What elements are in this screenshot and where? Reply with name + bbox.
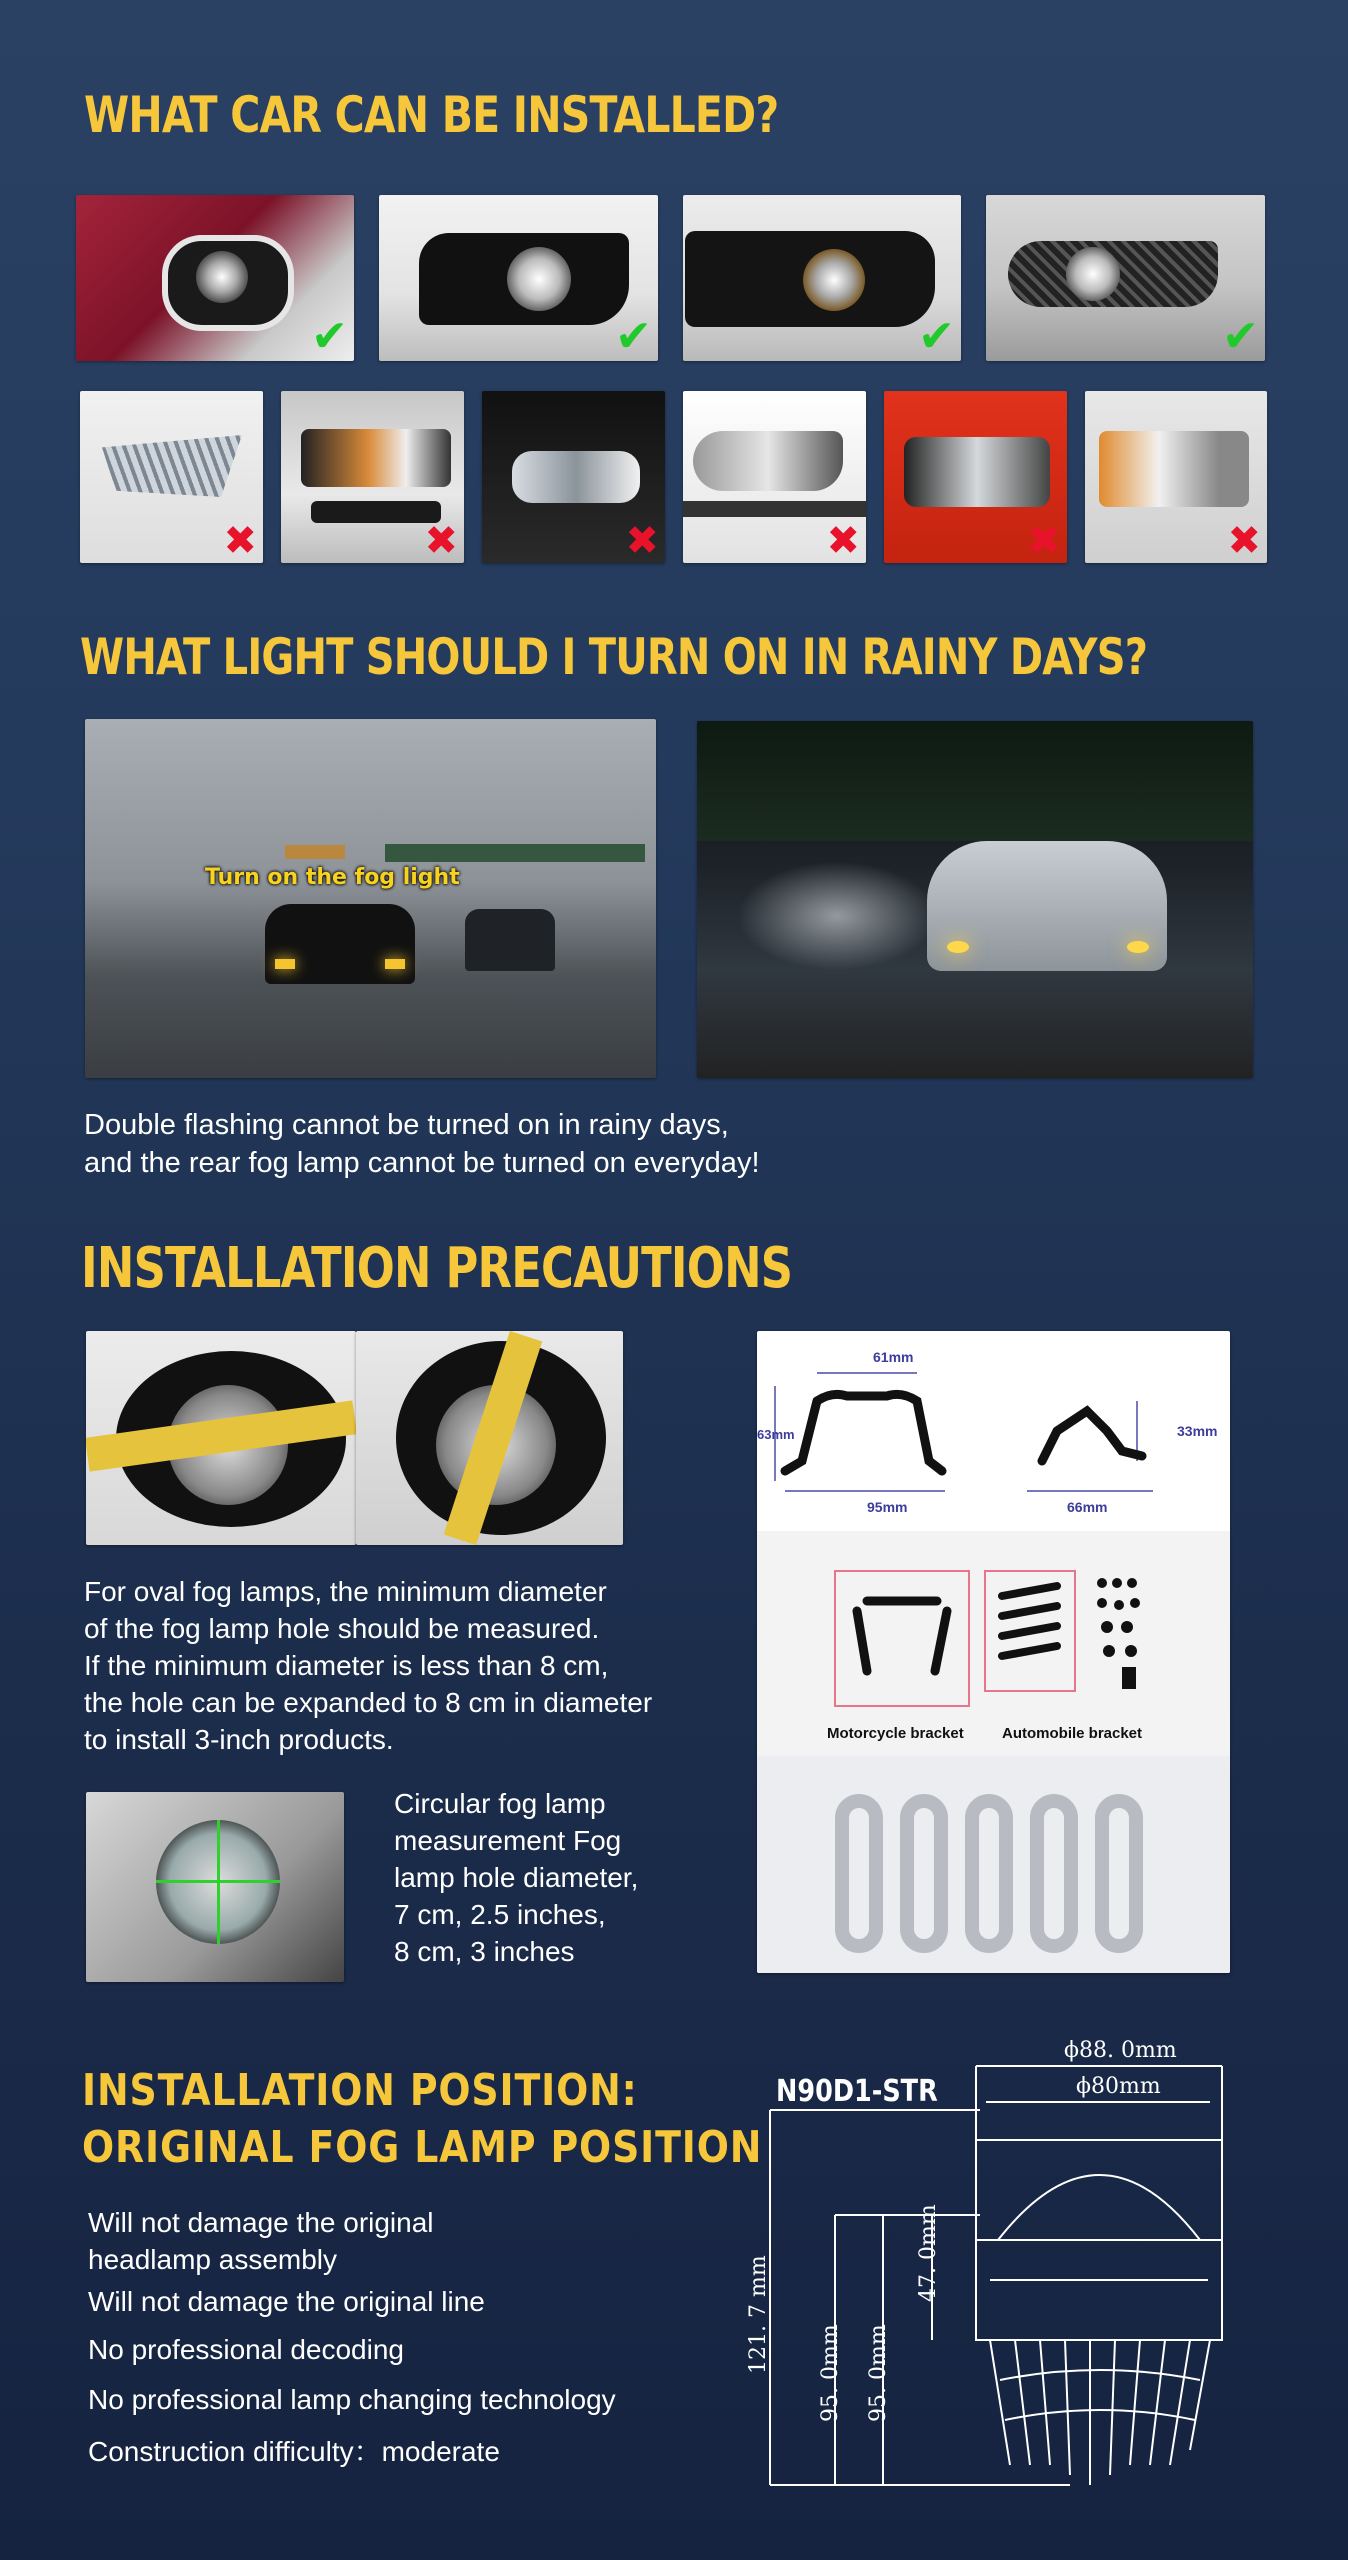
oval-lamp-instructions-line: If the minimum diameter is less than 8 cm, (84, 1649, 609, 1681)
incompatible-car-photo-3 (482, 391, 665, 563)
dim-label-95: 95mm (867, 1499, 908, 1515)
installation-position-line-1: INSTALLATION POSITION: (82, 2065, 638, 2116)
circular-lamp-instructions-line: measurement Fog (394, 1824, 622, 1856)
fog-light-caption: Turn on the fog light (205, 865, 460, 890)
automobile-bracket-label: Automobile bracket (1002, 1725, 1143, 1742)
incompatible-car-photo-4 (683, 391, 866, 563)
section-title-compatibility: WHAT CAR CAN BE INSTALLED? (84, 86, 779, 144)
section-title-installation-position (82, 2062, 762, 2176)
circular-lamp-instructions-line: Circular fog lamp (394, 1788, 606, 1819)
circular-lamp-instructions-line: lamp hole diameter, (394, 1861, 639, 1893)
oval-lamp-measure-photo-1 (86, 1331, 356, 1545)
rainy-car-photo (697, 721, 1253, 1078)
dim-height-b: 95. 0mm (866, 2324, 891, 2422)
cross-icon: ✖ (424, 518, 458, 563)
installation-benefits (88, 2204, 616, 2479)
rainy-days-note-line-1: Double flashing cannot be turned on in rainy days, (84, 1109, 729, 1141)
rainy-days-note-line-2: and the rear fog lamp cannot be turned on everyday! (84, 1147, 760, 1180)
motorcycle-bracket-label: Motorcycle bracket (827, 1725, 964, 1742)
rainy-highway-photo (85, 719, 656, 1078)
circular-lamp-instructions-line: 8 cm, 3 inches (394, 1935, 575, 1967)
incompatible-car-photo-2 (281, 391, 464, 563)
benefit-line: Will not damage the original line (88, 2286, 485, 2317)
benefit-line: headlamp assembly (88, 2244, 338, 2275)
cross-icon: ✖ (1227, 518, 1261, 563)
check-icon: ✔ (1222, 311, 1259, 361)
oval-lamp-instructions-line: For oval fog lamps, the minimum diameter (84, 1576, 607, 1607)
dim-label-63: 63mm (757, 1427, 795, 1442)
cross-icon: ✖ (625, 518, 659, 563)
cross-icon: ✖ (223, 518, 257, 563)
compatible-car-photo-1 (76, 195, 354, 361)
benefit-line: Construction difficulty：moderate (88, 2436, 500, 2467)
dim-outer-diameter: ϕ88. 0mm (1064, 2038, 1177, 2063)
circular-lamp-instructions-line: 7 cm, 2.5 inches, (394, 1898, 606, 1930)
circular-lamp-instructions (394, 1786, 638, 1971)
installation-position-line-2: ORIGINAL FOG LAMP POSITION (82, 2122, 763, 2173)
compatible-car-photo-3 (683, 195, 961, 361)
oval-lamp-instructions-line: to install 3-inch products. (84, 1723, 394, 1755)
circular-lamp-measure-photo (86, 1792, 344, 1982)
dim-total-height: 121. 7 mm (746, 2255, 771, 2374)
incompatible-car-photo-6 (1085, 391, 1267, 563)
cross-icon: ✖ (826, 518, 860, 563)
benefit-line: No professional decoding (88, 2334, 404, 2365)
bracket-product-panel (757, 1331, 1230, 1973)
oval-lamp-instructions (84, 1574, 652, 1759)
incompatible-car-photo-5 (884, 391, 1067, 563)
dim-height-a: 95. 0mm (818, 2324, 843, 2422)
section-title-precautions: INSTALLATION PRECAUTIONS (81, 1236, 793, 1301)
check-icon: ✔ (918, 311, 955, 361)
rainy-days-note (84, 1106, 760, 1183)
compatible-car-photo-2 (379, 195, 658, 361)
dim-label-33: 33mm (1177, 1423, 1218, 1439)
incompatible-car-photo-1 (80, 391, 263, 563)
dim-height-c: 47. 0mm (916, 2204, 941, 2302)
compatible-car-photo-4 (986, 195, 1265, 361)
oval-lamp-measure-photo-2 (356, 1331, 623, 1545)
lamp-technical-drawing (740, 2030, 1240, 2490)
check-icon: ✔ (311, 311, 348, 361)
oval-lamp-instructions-line: the hole can be expanded to 8 cm in diameter (84, 1686, 653, 1718)
cross-icon: ✖ (1027, 518, 1061, 563)
benefit-line: Will not damage the original (88, 2207, 434, 2238)
benefit-line: No professional lamp changing technology (88, 2384, 616, 2415)
oval-lamp-instructions-line: of the fog lamp hole should be measured. (84, 1612, 600, 1644)
bracket-diagram (757, 1331, 1230, 1973)
dim-label-61: 61mm (873, 1349, 914, 1365)
check-icon: ✔ (615, 311, 652, 361)
dim-inner-diameter: ϕ80mm (1076, 2074, 1161, 2099)
dim-label-66: 66mm (1067, 1499, 1108, 1515)
section-title-rainy-days: WHAT LIGHT SHOULD I TURN ON IN RAINY DAYS? (80, 628, 1148, 686)
model-number: N90D1-STR (776, 2074, 938, 2109)
